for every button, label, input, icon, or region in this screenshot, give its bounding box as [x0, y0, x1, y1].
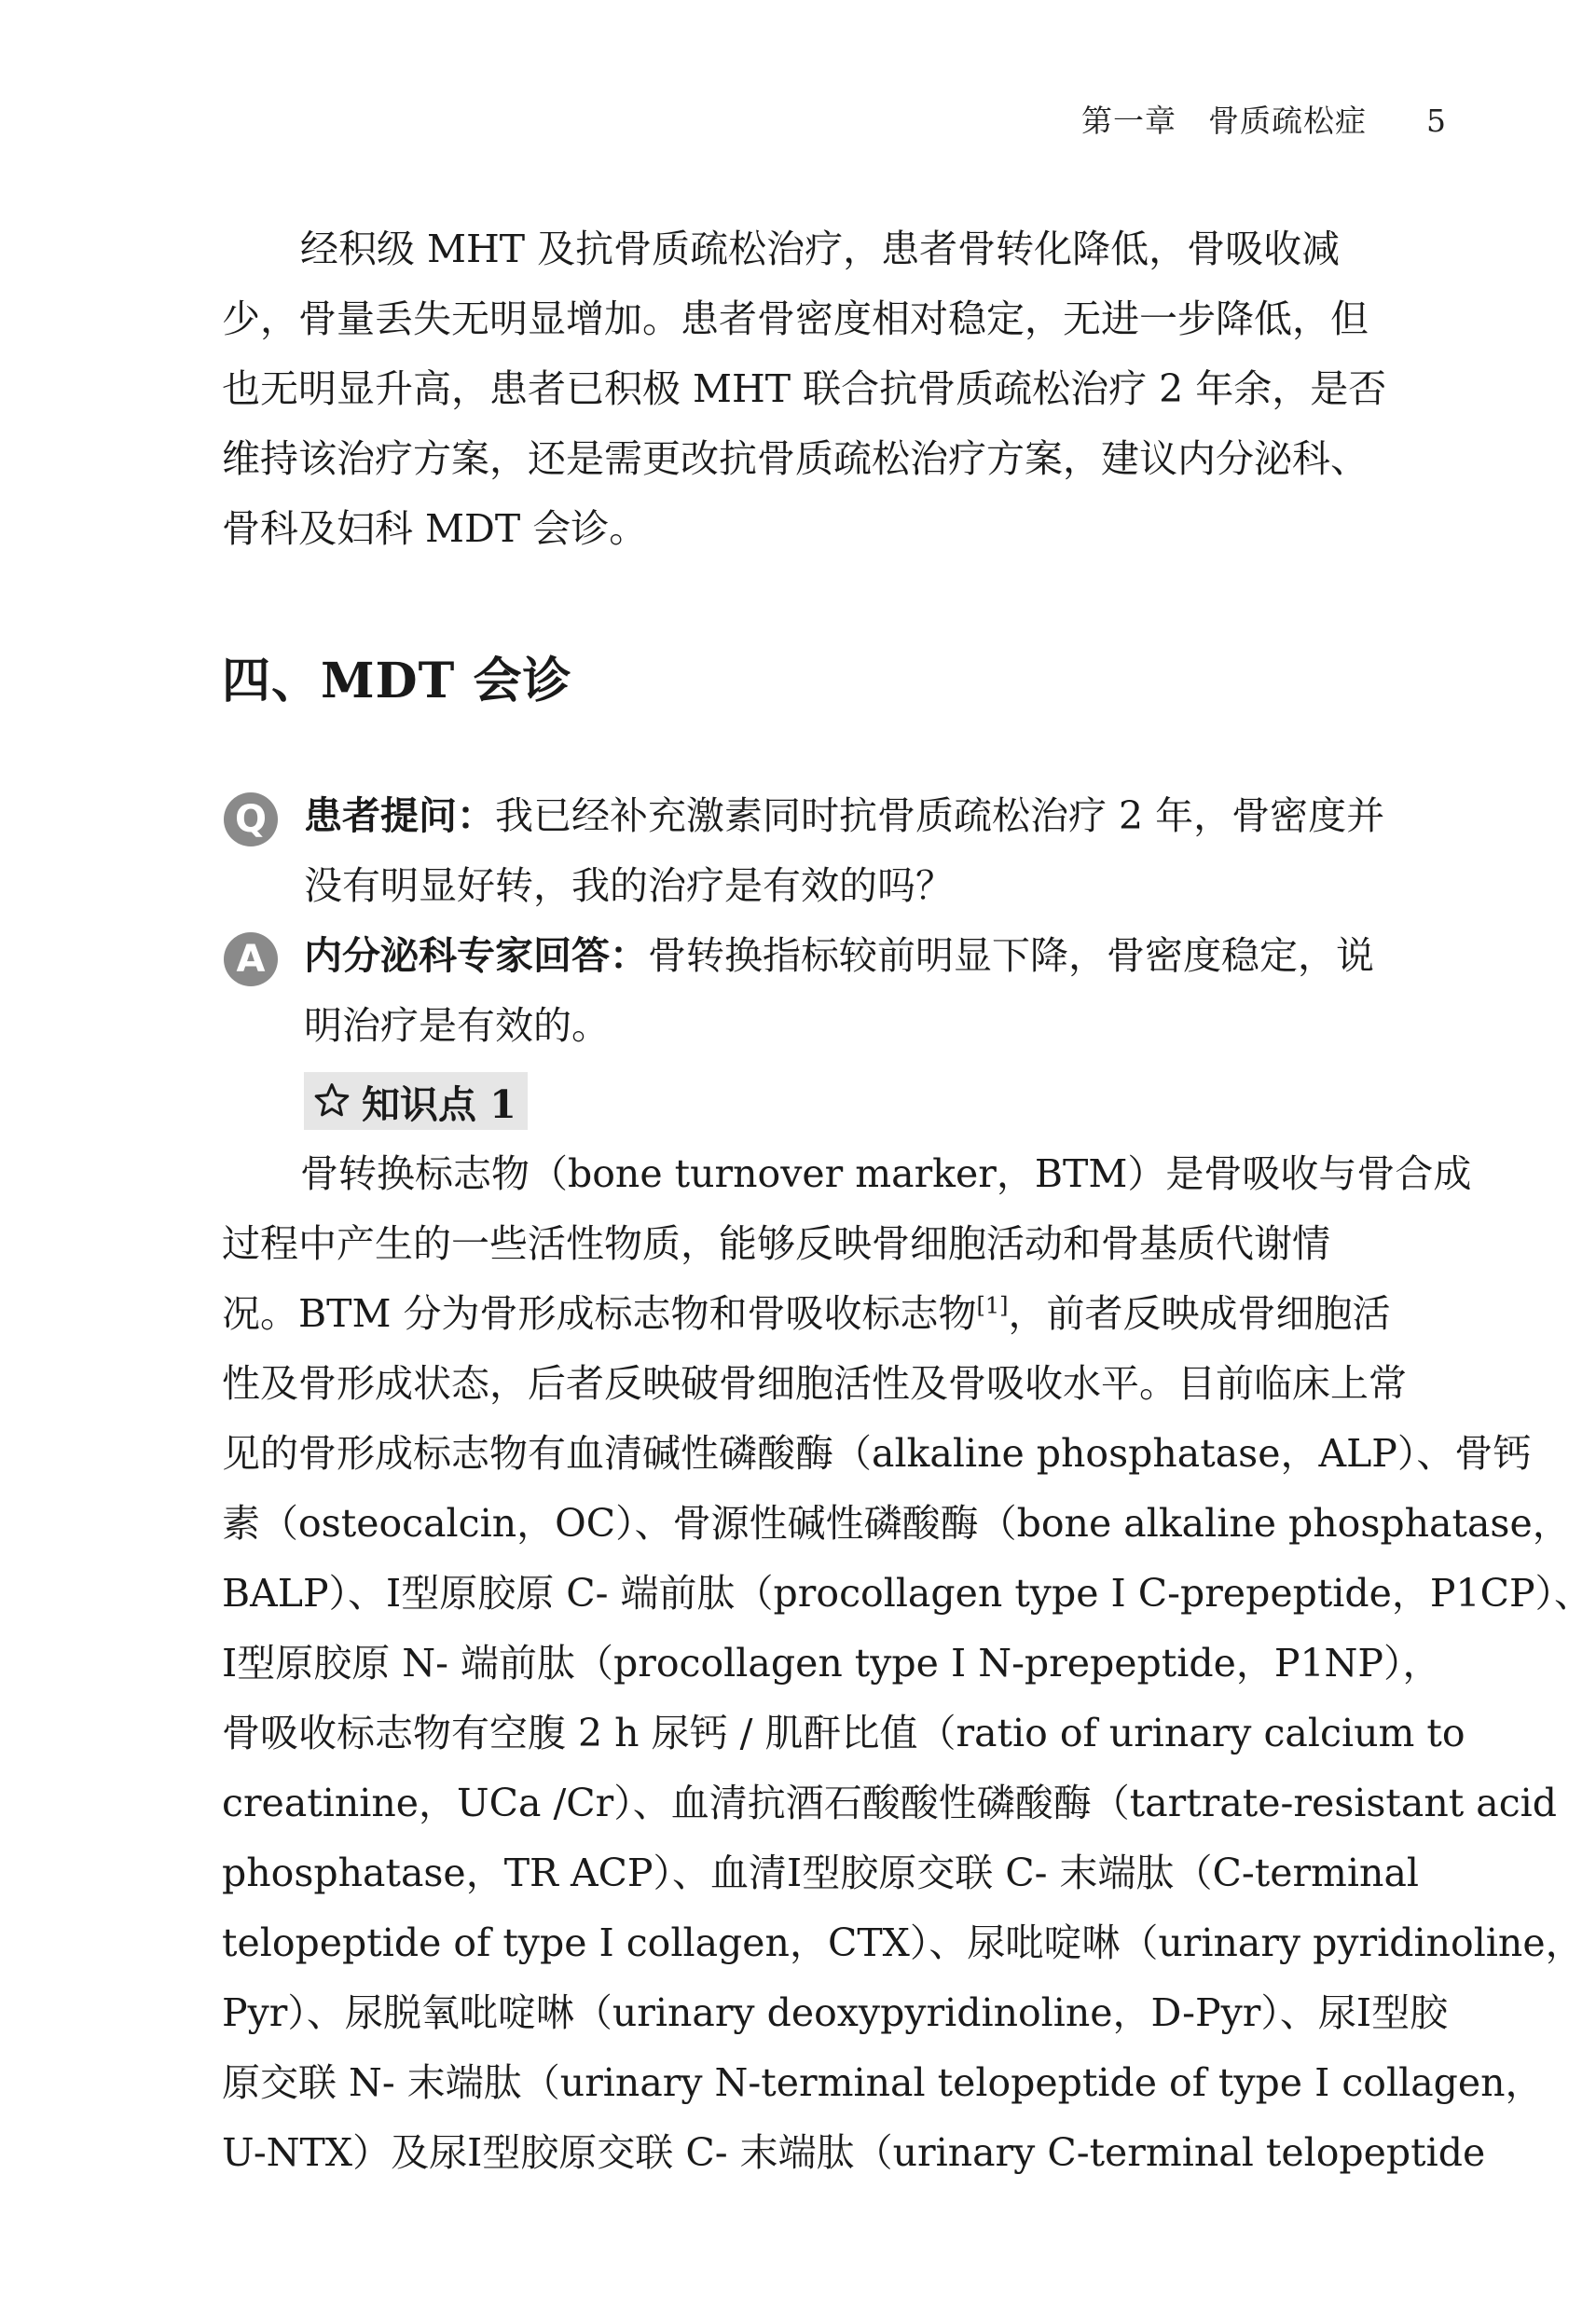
question-line: 没有明显好转，我的治疗是有效的吗？ [304, 863, 954, 908]
question-block [222, 781, 1447, 921]
paragraph-line: 原交联 N- 末端肽（urinary N-terminal telopeptide of type Ⅰ collagen， [222, 2060, 1544, 2105]
paragraph-line: 骨吸收标志物有空腹 2 h 尿钙 / 肌酐比值（ratio of urinary calcium to [222, 1711, 1465, 1755]
answer-line: 明治疗是有效的。 [304, 1003, 610, 1048]
paragraph-line: 骨转换标志物（bone turnover marker，BTM）是骨吸收与骨合成 [300, 1151, 1472, 1196]
paragraph-line: 也无明显升高，患者已积极 MHT 联合抗骨质疏松治疗 2 年余，是否 [222, 366, 1387, 411]
paragraph-line: telopeptide of type Ⅰ collagen，CTX）、尿吡啶啉（urinary pyridinoline， [222, 1920, 1584, 1965]
section-heading: 四、MDT 会诊 [222, 653, 572, 709]
knowledge-paragraph [222, 1139, 1593, 2188]
paragraph-line: 经积级 MHT 及抗骨质疏松治疗，患者骨转化降低，骨吸收减 [300, 227, 1341, 271]
citation-reference: [1] [976, 1292, 1009, 1319]
star-outline-icon [311, 1080, 352, 1122]
paragraph-line: 维持该治疗方案，还是需更改抗骨质疏松治疗方案，建议内分泌科、 [222, 436, 1369, 481]
paragraph-line: 少，骨量丢失无明显增加。患者骨密度相对稳定，无进一步降低，但 [222, 296, 1369, 341]
paragraph-line: creatinine，UCa /Cr）、血清抗酒石酸酸性磷酸酶（tartrate-resistant acid [222, 1781, 1558, 1825]
paragraph-line: 素（osteocalcin，OC）、骨源性碱性磷酸酶（bone alkaline phosphatase， [222, 1501, 1571, 1546]
paragraph-line-with-citation [222, 1279, 1447, 1349]
paragraph-line: Ⅰ型原胶原 N- 端前肽（procollagen type Ⅰ N-prepeptide，P1NP）， [222, 1641, 1441, 1686]
chapter-title: 第一章 骨质疏松症 [1081, 103, 1367, 139]
paragraph-line: 况。BTM 分为骨形成标志物和骨吸收标志物 [222, 1291, 977, 1336]
question-line: 我已经补充激素同时抗骨质疏松治疗 2 年，骨密度并 [495, 793, 1385, 838]
page-number: 5 [1426, 103, 1447, 139]
paragraph-line: 过程中产生的一些活性物质，能够反映骨细胞活动和骨基质代谢情 [222, 1221, 1330, 1266]
knowledge-point-tag [304, 1072, 528, 1130]
paragraph-line: 骨科及妇科 MDT 会诊。 [222, 506, 648, 551]
answer-line: 骨转换指标较前明显下降，骨密度稳定，说 [648, 933, 1374, 978]
question-text [304, 781, 1447, 921]
paragraph-line: Pyr）、尿脱氧吡啶啉（urinary deoxypyridinoline，D-Pyr）、尿Ⅰ型胶 [222, 1990, 1449, 2035]
paragraph-line: 性及骨形成状态，后者反映破骨细胞活性及骨吸收水平。目前临床上常 [222, 1361, 1407, 1406]
paragraph-line: phosphatase，TR ACP）、血清Ⅰ型胶原交联 C- 末端肽（C-terminal [222, 1851, 1420, 1895]
answer-text [304, 921, 1447, 1061]
paragraph-line: BALP）、Ⅰ型原胶原 C- 端前肽（procollagen type Ⅰ C-prepeptide，P1CP）、 [222, 1571, 1593, 1616]
answer-block [222, 921, 1447, 1061]
question-label: 患者提问： [304, 793, 495, 838]
question-first-line [304, 781, 1447, 851]
answer-first-line [304, 921, 1447, 991]
answer-label: 内分泌科专家回答： [304, 933, 648, 978]
question-badge-icon: Q [224, 792, 278, 846]
intro-paragraph [222, 214, 1447, 564]
paragraph-line: 见的骨形成标志物有血清碱性磷酸酶（alkaline phosphatase，ALP）、骨钙 [222, 1431, 1532, 1476]
paragraph-line: U-NTX）及尿Ⅰ型胶原交联 C- 末端肽（urinary C-terminal telopeptide [222, 2130, 1486, 2175]
knowledge-point-label: 知识点 1 [362, 1081, 516, 1127]
paragraph-line: ，前者反映成骨细胞活 [1008, 1291, 1391, 1336]
running-header [1081, 97, 1447, 141]
answer-badge-icon: A [224, 932, 278, 986]
